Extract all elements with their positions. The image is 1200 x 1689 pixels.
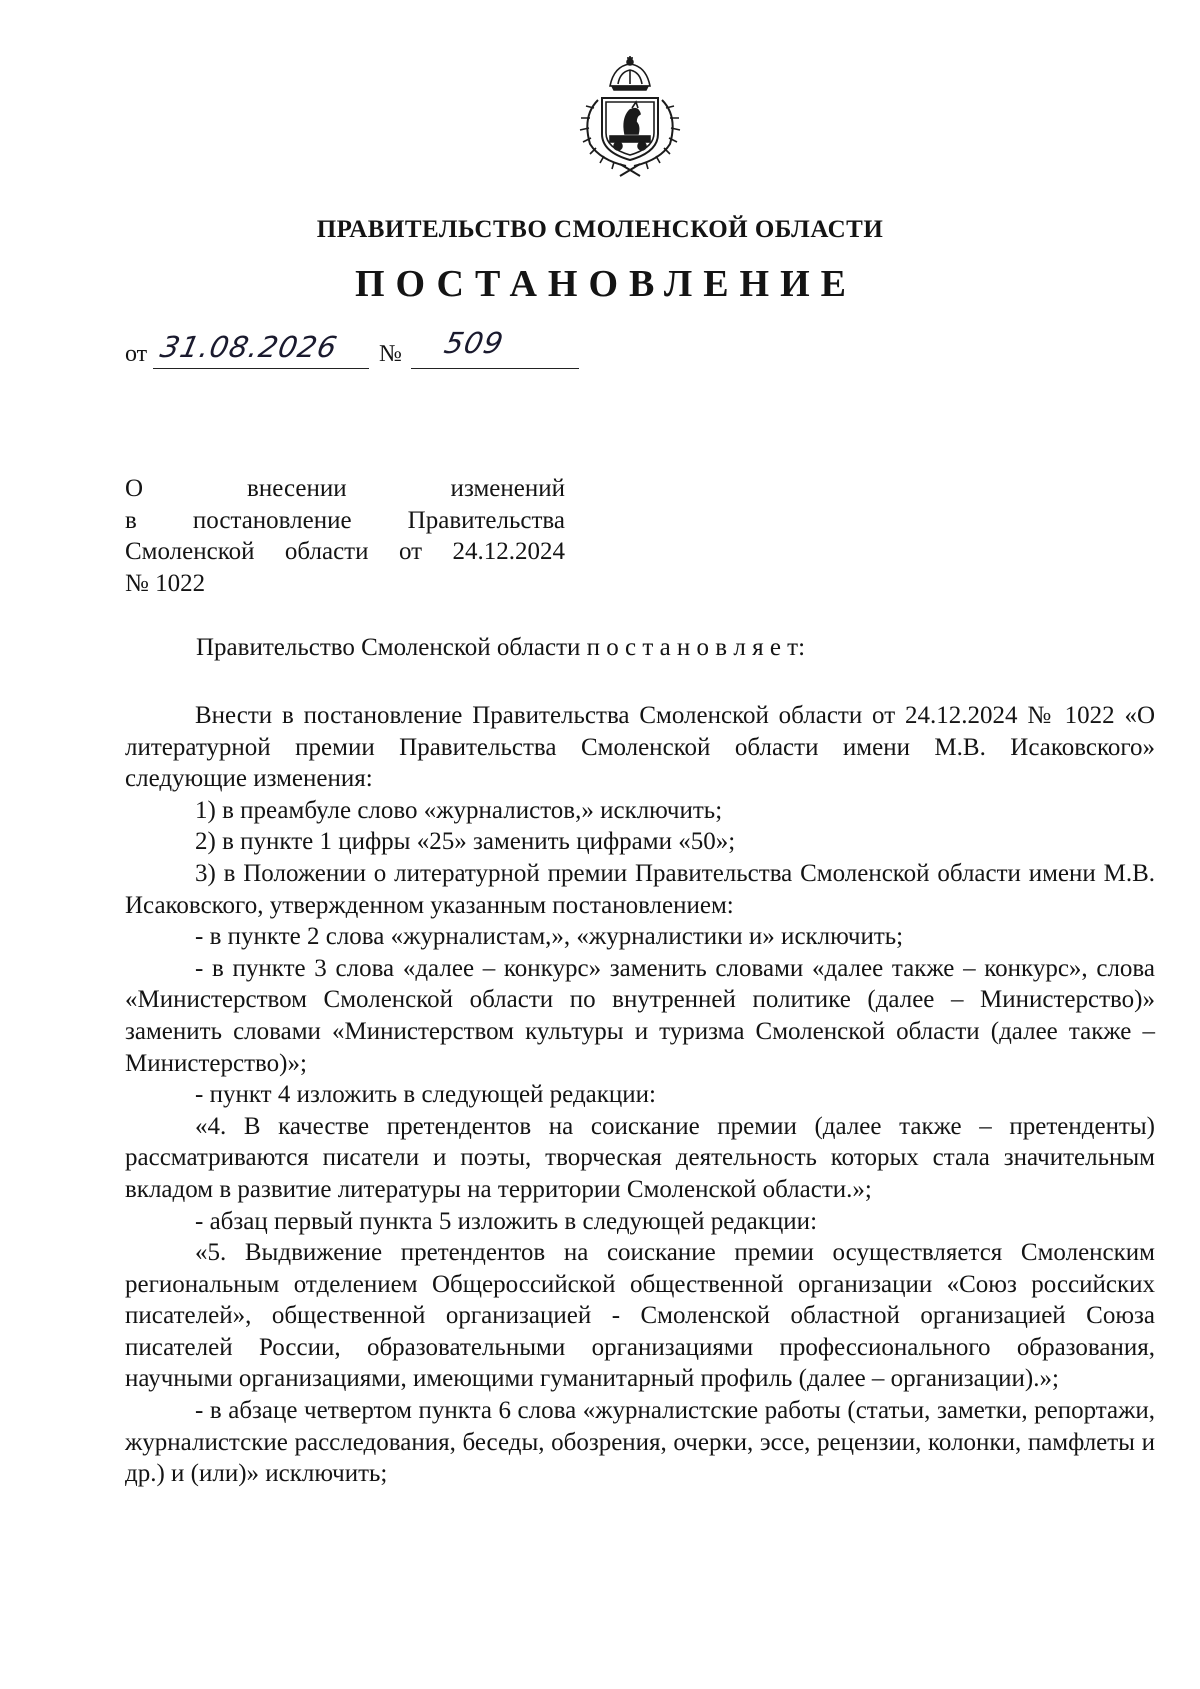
subject-line: в постановление Правительства: [125, 506, 565, 534]
paragraph: - абзац первый пункта 5 изложить в следующей редакции:: [195, 1207, 818, 1235]
organization-title: ПРАВИТЕЛЬСТВО СМОЛЕНСКОЙ ОБЛАСТИ: [316, 216, 884, 243]
paragraph: «4. В качестве претендентов на соискание премии (далее также – претенденты) рассматриваются писатели и поэты, творческая деятельность которых стала значительным вкладом в развитие литературы на территории Смоленской области.»;: [125, 1112, 1155, 1203]
smolensk-coat-of-arms-icon: [570, 56, 690, 178]
date-label: от: [125, 341, 148, 367]
subject-line: Смоленской области от 24.12.2024: [125, 538, 565, 565]
subject-line: № 1022: [125, 569, 206, 597]
paragraph: Внести в постановление Правительства Смоленской области от 24.12.2024 № 1022 «О литературной премии Правительства Смоленской области имени М.В. Исаковского» следующие изменения:: [125, 702, 1155, 793]
date-underline: [153, 368, 369, 369]
document-body: [125, 700, 1155, 1490]
registration-line: [125, 326, 725, 372]
paragraph: - в пункте 3 слова «далее – конкурс» заменить словами «далее также – конкурс», слова «Министерством Смоленской области по внутренней политике (далее – Министерство)» заменить словами «Министерством культуры и туризма Смоленской области (далее также – Министерство)»;: [125, 954, 1155, 1077]
preamble: Правительство Смоленской области п о с т а н о в л я е т:: [196, 634, 806, 661]
document-subject: [125, 473, 565, 599]
handwritten-number: 509: [441, 326, 507, 360]
paragraph: - в абзаце четвертом пункта 6 слова «журналистские работы (статьи, заметки, репортажи, журналистские расследования, беседы, обозрения, очерки, эссе, рецензии, колонки, памфлеты и др.) и (или)» исключить;: [125, 1397, 1155, 1488]
paragraph: 3) в Положении о литературной премии Правительства Смоленской области имени М.В. Исаковского, утвержденном указанным постановлением:: [125, 859, 1155, 919]
paragraph: 2) в пункте 1 цифры «25» заменить цифрами «50»;: [195, 828, 736, 856]
subject-line: О внесении изменений: [125, 475, 565, 502]
document-type-title: ПОСТАНОВЛЕНИЕ: [354, 263, 858, 305]
number-underline: [411, 368, 579, 369]
paragraph: - в пункте 2 слова «журналистам,», «журналистики и» исключить;: [195, 923, 904, 951]
paragraph: - пункт 4 изложить в следующей редакции:: [195, 1081, 656, 1109]
paragraph: 1) в преамбуле слово «журналистов,» исключить;: [195, 796, 723, 824]
number-label: №: [379, 341, 402, 367]
handwritten-date: 31.08.2026: [157, 330, 341, 364]
paragraph: «5. Выдвижение претендентов на соискание премии осуществляется Смоленским региональным отделением Общероссийской общественной организации «Союз российских писателей», общественной организацией - Смоленской областной организацией Союза писателей России, образовательными организациями профессионального образования, научными организациями, имеющими гуманитарный профиль (далее – организации).»;: [125, 1239, 1155, 1393]
